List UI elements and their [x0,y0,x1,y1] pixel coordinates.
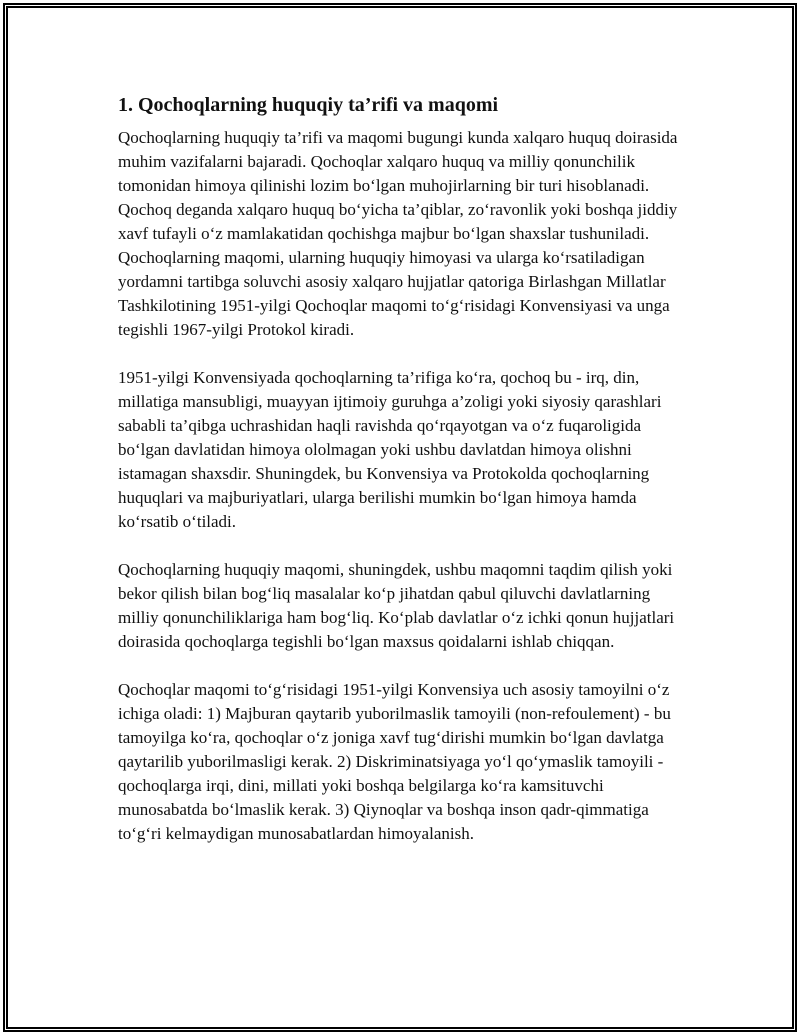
paragraph-principles: Qochoqlar maqomi to‘g‘risidagi 1951-yilgi Konvensiya uch asosiy tamoyilni o‘z ichiga oladi: 1) Majburan qaytarib yuborilmaslik tamoyili (non-refoulement) - bu tamoyilga ko‘ra, qochoqlar o‘z joniga xavf tug‘dirishi mumkin bo‘lgan davlatga qaytarilib yuborilmasligi kerak. 2) Diskriminatsiyaga yo‘l qo‘ymaslik tamoyili - qochoqlarga irqi, dini, millati yoki boshqa belgilarga ko‘ra kamsituvchi munosabatda bo‘lmaslik kerak. 3) Qiynoqlar va boshqa inson qadr-qimmatiga to‘g‘ri kelmaydigan munosabatlardan himoyalanish. [118,680,671,843]
paragraph-convention-definition: 1951-yilgi Konvensiyada qochoqlarning ta’rifiga ko‘ra, qochoq bu - irq, din, millatiga mansubligi, muayyan ijtimoiy guruhga a’zoligi yoki siyosiy qarashlari sababli ta’qibga uchrashidan haqli ravishda qo‘rqayotgan va o‘z fuqaroligida bo‘lgan davlatidan himoya ololmagan yoki ushbu davlatdan himoya olishni istamagan shaxsdir. Shuningdek, bu Konvensiya va Protokolda qochoqlarning huquqlari va majburiyatlari, ularga berilishi mumkin bo‘lgan himoya hamda ko‘rsatib o‘tiladi. [118,368,662,531]
document-body [118,88,688,870]
paragraph-national-law: Qochoqlarning huquqiy maqomi, shuningdek, ushbu maqomni taqdim qilish yoki bekor qilish bilan bog‘liq masalalar ko‘p jihatdan qabul qiluvchi davlatlarning milliy qonunchiliklariga ham bog‘liq. Ko‘plab davlatlar o‘z ichki qonun hujjatlari doirasida qochoqlarga tegishli bo‘lgan maxsus qoidalarni ishlab chiqqan. [118,560,675,651]
paragraph-definition: Qochoqlarning huquqiy ta’rifi va maqomi bugungi kunda xalqaro huquq doirasida muhim vazifalarni bajaradi. Qochoqlar xalqaro huquq va milliy qonunchilik tomonidan himoya qilinishi lozim bo‘lgan muhojirlarning bir turi hisoblanadi. Qochoq deganda xalqaro huquq bo‘yicha ta’qiblar, zo‘ravonlik yoki boshqa jiddiy xavf tufayli o‘z mamlakatidan qochishga majbur bo‘lgan shaxslar tushuniladi. Qochoqlarning maqomi, ularning huquqiy himoyasi va ularga ko‘rsatiladigan yordamni tartibga soluvchi asosiy xalqaro hujjatlar qatoriga Birlashgan Millatlar Tashkilotining 1951-yilgi Qochoqlar maqomi to‘g‘risidagi Konvensiyasi va unga tegishli 1967-yilgi Protokol kiradi. [118,128,678,339]
section-heading: 1. Qochoqlarning huquqiy ta’rifi va maqomi [118,94,499,116]
